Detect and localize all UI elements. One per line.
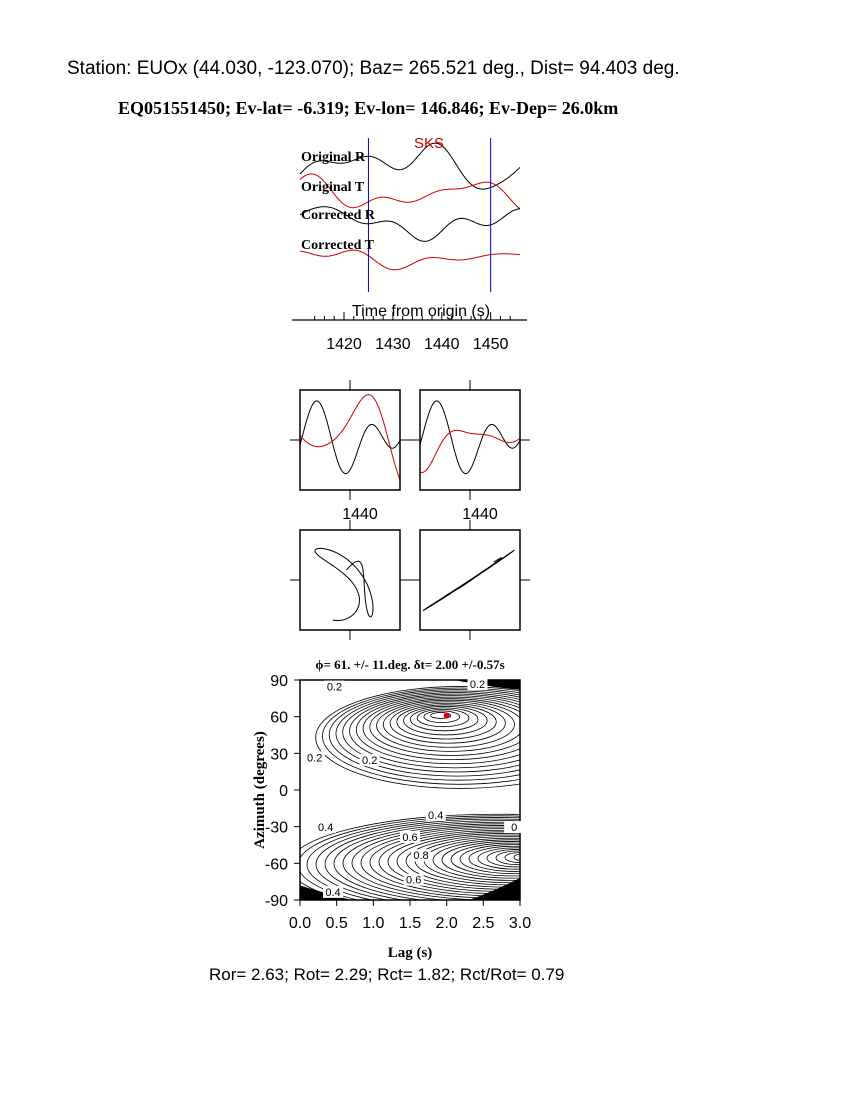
contour-x-tick-label: 3.0 (508, 915, 532, 932)
contour-label: 0.2 (307, 752, 323, 765)
seismogram-tick-label: 1450 (472, 336, 509, 353)
contour-y-tick-label: -60 (264, 856, 288, 874)
contour-y-tick-label: 90 (270, 673, 288, 690)
contour-label: 0.4 (428, 809, 444, 822)
particle-motion-before (290, 520, 410, 640)
contour-x-tick-label: 0.5 (325, 915, 348, 932)
particle-motion-path (423, 551, 514, 611)
correlation-stats: Ror= 2.63; Rot= 2.29; Rct= 1.82; Rct/Rot= 0.79 (209, 965, 565, 984)
contour-label: 0.2 (362, 754, 378, 767)
contour-y-tick-label: 60 (270, 709, 288, 727)
contour-line (289, 814, 701, 916)
trace-label-original-t: Original T (301, 180, 365, 195)
contour-x-tick-label: 1.5 (398, 915, 422, 932)
seismogram-tick-label: 1420 (326, 336, 362, 353)
contour-y-tick-label: 30 (270, 746, 288, 764)
contour-x-tick-label: 1.0 (362, 915, 385, 932)
seismogram-tick-label: 1430 (375, 336, 411, 353)
trace-label-original-r: Original R (301, 150, 366, 165)
contour-line (356, 696, 551, 764)
overlay-radial-trace (300, 401, 400, 474)
energy-contour-panel (252, 657, 701, 961)
contour-label: 0.8 (413, 850, 429, 863)
seismogram-panel (292, 135, 527, 353)
contour-label: 0.6 (406, 874, 422, 887)
contour-x-tick-label: 2.5 (472, 915, 495, 932)
overlay-before-xtick: 1440 (342, 506, 378, 523)
overlay-radial-trace (420, 401, 520, 474)
trace-label-corrected-t: Corrected T (301, 238, 374, 253)
contour-x-tick-label: 0.0 (288, 915, 312, 932)
contour-y-tick-label: -90 (264, 893, 288, 910)
overlay-after-xtick: 1440 (462, 506, 498, 523)
contour-label: 0.2 (469, 679, 486, 692)
best-fit-marker (444, 712, 450, 718)
particle-motion-after (410, 520, 530, 640)
overlay-transverse-trace (300, 395, 400, 480)
seismogram-tick-label: 1440 (423, 336, 460, 353)
overlay-panel-after (410, 380, 530, 523)
overlay-panel-before (290, 380, 410, 523)
seismogram-trace (300, 250, 520, 270)
particle-motion-path (315, 548, 373, 620)
station-info: Station: EUOx (44.030, -123.070); Baz= 265.521 deg., Dist= 94.403 deg. (67, 58, 680, 79)
contour-x-tick-label: 2.0 (435, 915, 458, 932)
event-info: EQ051551450; Ev-lat= -6.319; Ev-lon= 146.846; Ev-Dep= 26.0km (118, 98, 619, 118)
contour-label: 0.4 (325, 886, 341, 899)
contour-ylabel: Azimuth (degrees) (252, 731, 268, 849)
contour-label: 0.4 (318, 822, 334, 835)
contour-line (442, 841, 582, 878)
contour-y-tick-label: 0 (279, 783, 288, 800)
contour-line (383, 702, 514, 748)
overlay-transverse-trace (420, 430, 520, 472)
contour-y-tick-label: -30 (264, 819, 288, 837)
phase-label-sks: SKS (414, 135, 445, 152)
contour-label: 0 (511, 822, 518, 835)
trace-label-corrected-r: Corrected R (301, 208, 375, 223)
contour-line (322, 688, 596, 784)
splitting-parameters-title: ϕ= 61. +/- 11.deg. δt= 2.00 +/-0.57s (315, 657, 505, 672)
contour-label: 0.2 (326, 681, 343, 694)
seismogram-xlabel: Time from origin (s) (352, 303, 491, 320)
contour-line (397, 705, 496, 739)
contour-label: 0.6 (402, 831, 418, 844)
contour-xlabel: Lag (s) (387, 945, 433, 961)
